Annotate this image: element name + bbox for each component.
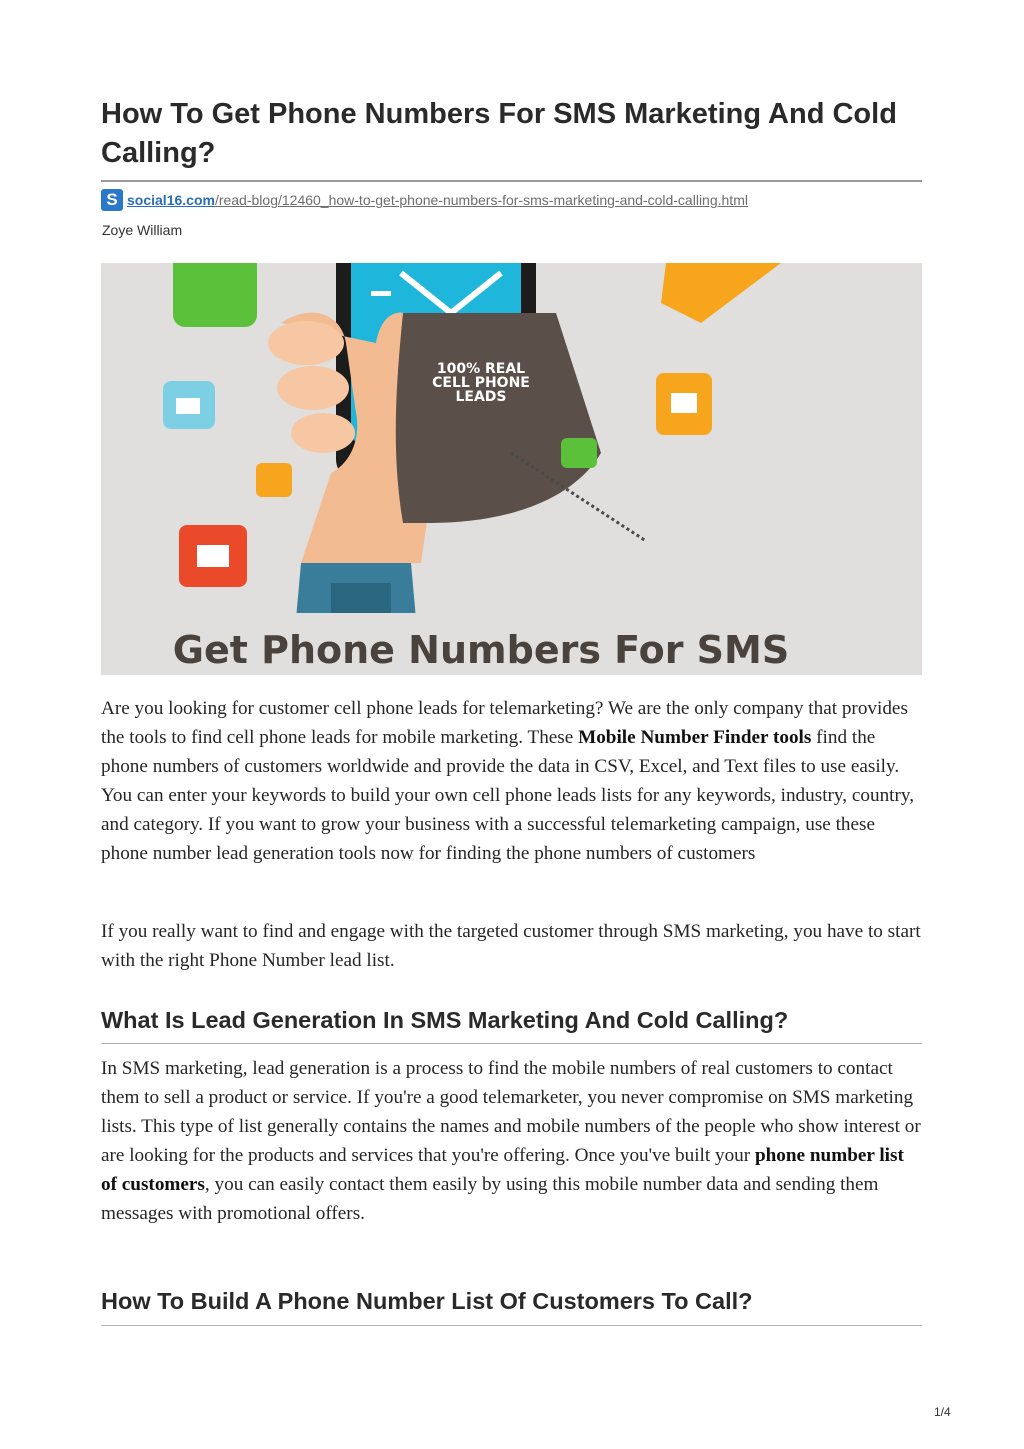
section-divider — [101, 1325, 922, 1326]
badge-line-3: LEADS — [455, 389, 507, 405]
source-link[interactable] — [101, 188, 748, 212]
page-number: 1/4 — [934, 1405, 951, 1419]
title-divider — [101, 180, 922, 182]
phone-number-list-link[interactable]: phone number list of customers — [101, 1145, 904, 1195]
badge-line-1: 100% REAL — [436, 361, 526, 377]
green-message-icon — [173, 263, 257, 327]
small-green-icon — [561, 438, 597, 468]
section-divider — [101, 1043, 922, 1044]
source-domain[interactable]: social16.com — [127, 192, 215, 208]
hero-image — [101, 263, 922, 675]
badge-line-2: CELL PHONE — [432, 375, 530, 391]
intro-paragraph: Are you looking for customer cell phone leads for telemarketing? We are the only company that provides the tools to find cell phone leads for mobile marketing. These Mobile Number Finder tools find the phone numbers of customers worldwide and provide the data in CSV, Excel, and Text files to use easily. You can enter your keywords to build your own cell phone leads lists for any keywords, industry, country, and category. If you want to grow your business with a successful telemarketing campaign, use these phone number lead generation tools now for finding the phone numbers of customers — [101, 698, 915, 864]
source-path[interactable]: /read-blog/12460_how-to-get-phone-numbers-for-sms-marketing-and-cold-calling.html — [214, 192, 748, 208]
orange-mail-icon — [256, 463, 292, 497]
author-name: Zoye William — [102, 222, 183, 238]
section-heading-lead-generation: What Is Lead Generation In SMS Marketing And Cold Calling? — [101, 1007, 789, 1033]
site-favicon-icon: S — [101, 189, 123, 211]
mobile-number-finder-link[interactable]: Mobile Number Finder tools — [578, 727, 812, 748]
article-title: How To Get Phone Numbers For SMS Marketing And Cold Calling? — [101, 98, 897, 169]
hero-caption: Get Phone Numbers For SMS — [172, 628, 790, 672]
lead-generation-paragraph: In SMS marketing, lead generation is a process to find the mobile numbers of real customers to contact them to sell a product or service. If you're a good telemarketer, you never compromise on SMS marketing lists. This type of list generally contains the names and mobile numbers of the people who show interest or are looking for the products and services that you're offering. Once you've built your phone number list of customers, you can easily contact them easily by using this mobile number data and sending them messages with promotional offers. — [101, 1058, 921, 1224]
hero-illustration — [101, 263, 922, 675]
second-paragraph: If you really want to find and engage with the targeted customer through SMS marketing, you have to start with the right Phone Number lead list. — [101, 921, 921, 971]
section-heading-build-list: How To Build A Phone Number List Of Customers To Call? — [101, 1288, 753, 1314]
